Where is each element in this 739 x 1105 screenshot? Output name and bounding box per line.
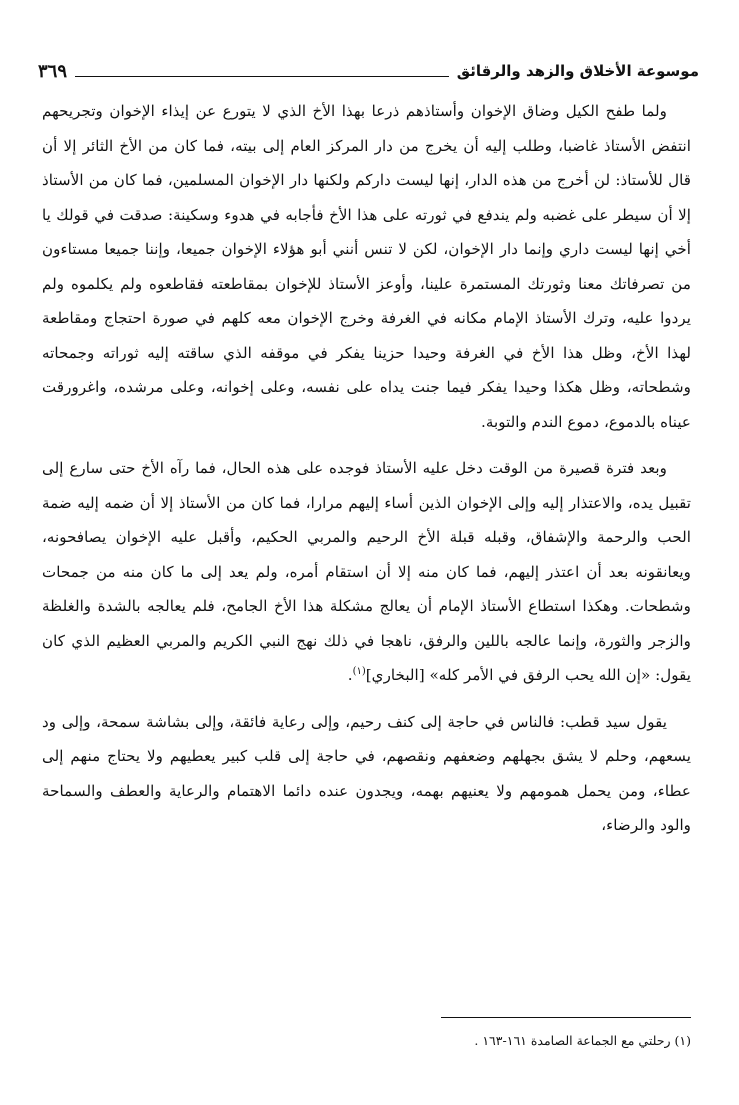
body-text (42, 94, 691, 843)
footnote-text: رحلتي مع الجماعة الصامدة ١٦١-١٦٣ . (474, 1033, 671, 1048)
paragraph: وبعد فترة قصيرة من الوقت دخل عليه الأستاذ فوجده على هذه الحال، فما رآه الأخ حتى سارع إلى تقبيل يده، والاعتذار إليه وإلى الإخوان الذين أساء إليهم مرارا، فما كان من الأستاذ إلا أن ضمه إليه ضمة الحب والرحمة والإشفاق، وقبله قبلة الأخ الرحيم والمربي الحكيم، وأقبل عليه الإخوان يصافحونه، ويعانقونه بعد أن اعتذر إليهم، فما كان منه إلا أن استقام أمره، ولم يعد إلى ما كان منه من جمحات وشطحات. وهكذا استطاع الأستاذ الإمام أن يعالج مشكلة هذا الأخ الجامح، فلم يعالجه بالشدة والغلظة والزجر والثورة، وإنما عالجه باللين والرفق، ناهجا في ذلك نهج النبي الكريم والمربي العظيم الذي كان يقول: «إن الله يحب الرفق في الأمر كله» [البخاري] (42, 459, 691, 684)
footnote-divider (441, 1017, 691, 1018)
footnote-reference: (١) (352, 665, 366, 677)
paragraph: يقول سيد قطب: فالناس في حاجة إلى كنف رحيم، وإلى رعاية فائقة، وإلى بشاشة سمحة، وإلى ود يسعهم، وحلم لا يشق بجهلهم وضعفهم ونقصهم، في حاجة إلى قلب كبير يعطيهم ولا يحتاج منهم إلى عطاء، ومن يحمل همومهم ولا يعنيهم بهمه، ويجدون عنده دائما الاهتمام والرعاية والعطف والسماحة والود والرضاء، (42, 712, 691, 834)
page-header (38, 56, 699, 86)
header-rule (75, 76, 449, 77)
running-title: موسوعة الأخلاق والزهد والرقائق (456, 62, 699, 80)
paragraph-with-footnote: وبعد فترة قصيرة من الوقت دخل عليه الأستاذ فوجده على هذه الحال، فما رآه الأخ حتى سارع إلى تقبيل يده، والاعتذار إليه وإلى الإخوان الذين أساء إليهم مرارا، فما كان من الأستاذ إلا أن ضمه إليه ضمة الحب والرحمة والإشفاق، وقبله قبلة الأخ الرحيم والمربي الحكيم، وأقبل عليه الإخوان يصافحونه، ويعانقونه بعد أن اعتذر إليهم، فما كان منه إلا أن استقام أمره، ولم يعد إلى ما كان منه من جمحات وشطحات. وهكذا استطاع الأستاذ الإمام أن يعالج مشكلة هذا الأخ الجامح، فلم يعالجه بالشدة والغلظة والزجر والثورة، وإنما عالجه باللين والرفق، ناهجا في ذلك نهج النبي الكريم والمربي العظيم الذي كان يقول: «إن الله يحب الرفق في الأمر كله» [البخاري]$^{(١)}$. (42, 459, 691, 684)
paragraph: ولما طفح الكيل وضاق الإخوان وأستاذهم ذرعا بهذا الأخ الذي لا يتورع عن إيذاء الإخوان وتجريحهم انتفض الأستاذ غاضبا، وطلب إليه أن يخرج من دار المركز العام إلى بيته، فما كان من الأخ الثائر إلا أن قال للأستاذ: لن أخرج من هذه الدار، إنها ليست داركم ولكنها دار الإخوان المسلمين، فما كان من الأستاذ إلا أن سيطر على غضبه ولم يندفع في ثورته على هذا الأخ فأجابه في هدوء وسكينة: صدقت في قولك يا أخي إنها ليست داري وإنما دار الإخوان، لكن لا تنس أنني أبو هؤلاء الإخوان جميعا، وإننا جميعا مستاءون من تصرفاتك معنا وثورتك المستمرة علينا، وأوعز الأستاذ للإخوان بمقاطعته فقاطعوه ولم يكلموه ولم يردوا عليه، وترك الأستاذ الإمام مكانه في الغرفة وخرج الإخوان معه كلهم في صورة احتجاج ومقاطعة لهذا الأخ، وظل هذا الأخ في الغرفة وحيدا حزينا يفكر في موقفه الذي ساقته إليه ثوراته وجمحاته وشطحاته، وظل هكذا وحيدا يفكر فيما جنت يداه على نفسه، وعلى إخوانه، وعلى مرشده، واغرورقت عيناه بالدموع، دموع الندم والتوبة. (42, 102, 691, 431)
footnote-number: (١) (674, 1033, 691, 1048)
footnote (42, 1030, 691, 1052)
page-number: ٣٦٩ (38, 60, 68, 82)
